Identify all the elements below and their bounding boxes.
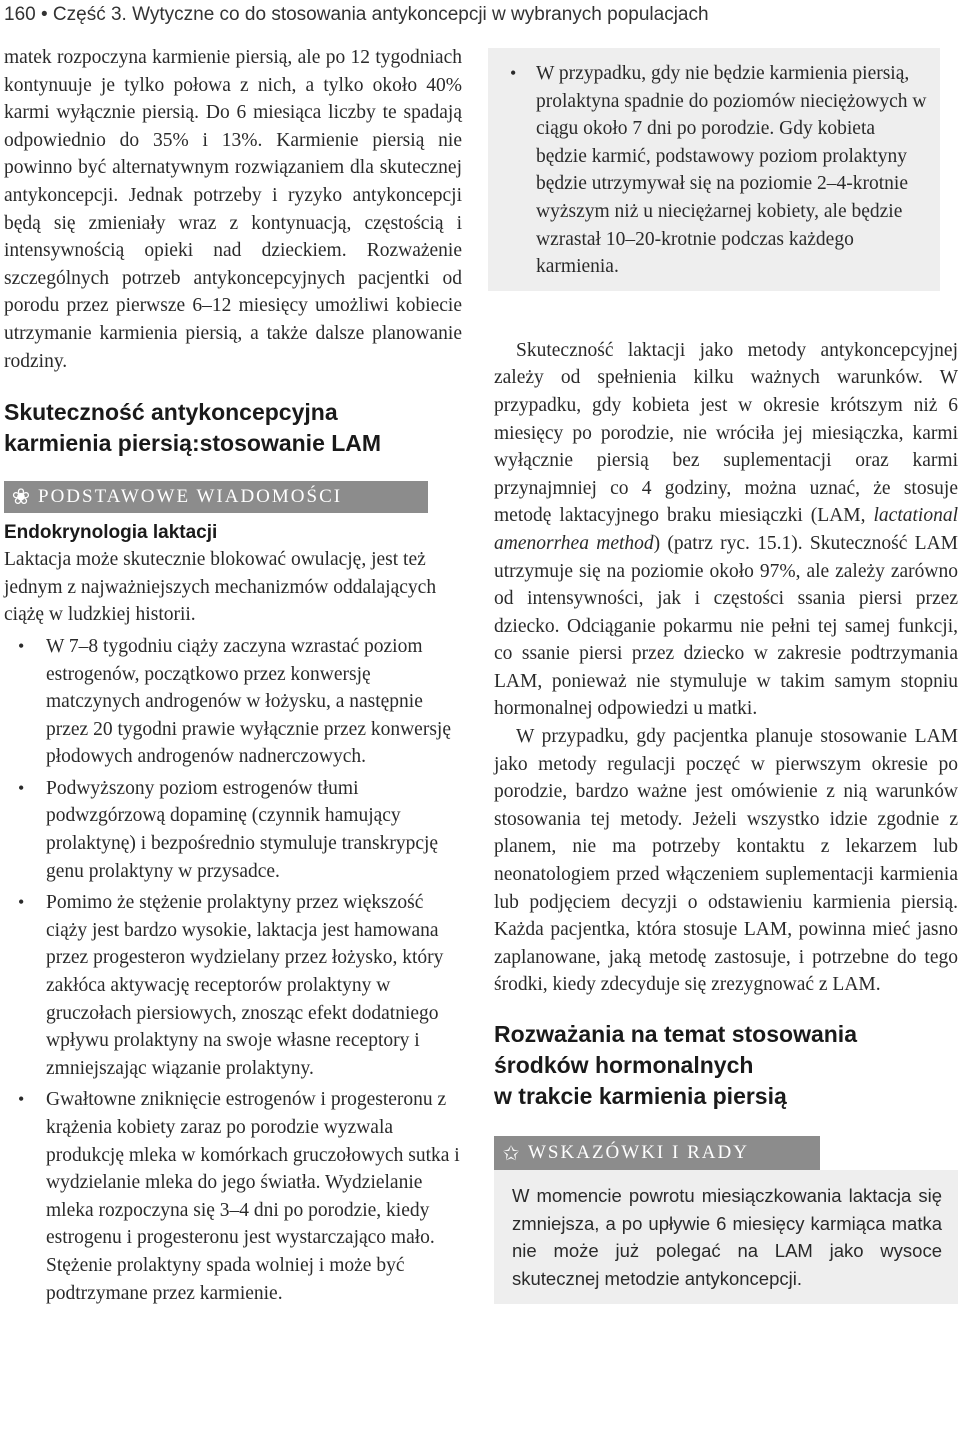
star-icon: ✩: [502, 1142, 520, 1165]
list-item-text: Podwyższony poziom estrogenów tłumi podwzgórzową dopaminę (czynnik hamujący prolaktynę) i bezpośrednio stymuluje transkrypcję genu prolaktyny w przysadce.: [46, 777, 439, 882]
paragraph-text: ) (patrz ryc. 15.1). Skuteczność LAM utrzymuje się na poziomie około 97%, ale zależy zarówno od intensywności, jak i częstości ssania piersi przez dziecko. Odciąganie pokarmu nie pełni tej samej funkcji, co ssanie piersi przez dziecko w zakresie podtrzymania LAM, ponieważ nie stymuluje w takim samym stopniu hormonalnej odpowiedzi u matki.: [494, 532, 958, 720]
list-item: [4, 775, 462, 885]
running-header: 160 • Część 3. Wytyczne co do stosowania antykoncepcji w wybranych populacjach: [4, 4, 709, 25]
tips-box-header: [494, 1136, 820, 1170]
tips-box-title: WSKAZÓWKI I RADY: [528, 1142, 749, 1163]
section-heading-line: w trakcie karmienia piersią: [494, 1083, 787, 1109]
list-item: [4, 1086, 462, 1307]
intro-paragraph: matek rozpoczyna karmienie piersią, ale po 12 tygodniach kontynuuje je tylko połowa z nich, a tylko około 40% karmi wyłącznie piersią. Do 6 miesiąca liczby te spadają odpowiednio do 35% i 13%. Karmienie piersią nie powinno być alternatywnym rozwiązaniem dla skutecznej antykoncepcji. Jednak potrzeby i ryzyko antykoncepcji będą się zmieniały wraz z kontynuacją, częstością i intensywnością opieki nad dzieckiem. Rozważenie szczególnych potrzeb antykoncepcyjnych pacjentki od porodu przez pierwsze 6–12 miesięcy umożliwi kobiecie utrzymanie karmienia piersią, a także dalsze planowanie rodziny.: [4, 47, 462, 372]
paragraph-text: Skuteczność laktacji jako metody antykoncepcyjnej zależy od spełnienia kilku ważnych warunków. W przypadku, gdy kobieta jest w okresie krótszym niż 6 miesięcy po porodzie, nie wróciła jej miesiączka, karmi wyłącznie piersią bez suplementacji oraz karmi przynajmniej co 4 godziny, można uznać, że stosuje metodę laktacyjnego braku miesiączki (LAM,: [494, 339, 958, 527]
section-heading-line: karmienia piersią:stosowanie LAM: [4, 430, 382, 457]
left-column: [4, 44, 462, 1311]
list-item-text: W przypadku, gdy nie będzie karmienia piersią, prolaktyna spadnie do poziomów nieciężowych w ciągu około 7 dni po porodzie. Gdy kobieta będzie karmić, podstawowy poziom prolaktyny będzie utrzymywał się na poziomie 2–4-krotnie wyższym niż u nieciężarnej kobiety, ale będzie wzrastał 10–20-krotnie podczas każdego karmienia.: [536, 63, 927, 278]
tips-box-text: W momencie powrotu miesiączkowania laktacja się zmniejsza, a po upływie 6 miesięcy karmiąca matka nie może już polegać na LAM jako wysoce skutecznej metodzie antykoncepcji.: [494, 1170, 958, 1304]
info-box-subheading: Endokrynologia laktacji: [4, 522, 218, 544]
list-item: [4, 633, 462, 771]
prolactin-shaded-box: [488, 48, 940, 291]
section-heading-line: środków hormonalnych: [494, 1052, 754, 1078]
list-item-text: Gwałtowne zniknięcie estrogenów i progesteronu z krążenia kobiety zaraz po porodzie wyzwala produkcję mleka w komórkach gruczołowych sutka i wydzielanie mleka do jego światła. Wydzielanie mleka rozpoczyna się 3–4 dni po porodzie, kiedy estrogenu i progesteronu jest wystarczająco mało. Stężenie prolaktyny spada wolniej i może być podtrzymane przez karmienie.: [46, 1089, 460, 1304]
right-column: [494, 48, 958, 1304]
info-box-header: [4, 481, 428, 513]
bullet-icon: •: [510, 63, 517, 83]
info-box-intro: Laktacja może skutecznie blokować owulację, jest też jednym z najważniejszych mechanizmów oddalających ciążę w ludzkiej historii.: [4, 549, 437, 626]
bullet-icon: •: [18, 635, 25, 656]
paragraph-lam-planning: W przypadku, gdy pacjentka planuje stosowanie LAM jako metody regulacji poczęć w pierwszym okresie po porodzie, bardzo ważne jest omówienie z nią warunków stosowania tej metody. Jeżeli wszystko idzie zgodnie z planem, nie ma potrzeby kontaktu z lekarzem lub neonatologiem przed włączeniem suplementacji karmienia lub podjęciem decyzji o odstawieniu karmienia piersią. Każda pacjentka, która stosuje LAM, powinna mieć jasno zaplanowane, jaką metodę zastosuje, i potrzebne do tego środki, kiedy zdecyduje się zrezygnować z LAM.: [494, 726, 958, 996]
shaded-bullets: [496, 60, 928, 281]
section-heading-line: Rozważania na temat stosowania: [494, 1021, 857, 1047]
italic-term: lactational amenorrhea method: [494, 505, 958, 554]
paragraph-lam-effectiveness: [494, 337, 958, 723]
bullet-icon: •: [18, 892, 25, 913]
flower-icon: ❀: [11, 484, 31, 510]
info-box-bullets: [4, 633, 462, 1307]
section-heading-hormonal: [494, 1019, 958, 1112]
list-item-text: Pomimo że stężenie prolaktyny przez większość ciąży jest bardzo wysokie, laktacja jest hamowana przez progesteron wydzielany przez łożysko, który zakłóca aktywację receptorów prolaktyny w gruczołach piersiowych, znosząc efekt dodatniego wpływu prolaktyny na swoje własne receptory i zmniejszając wiązanie prolaktyny.: [46, 892, 444, 1079]
list-item: [496, 60, 928, 281]
bullet-icon: •: [18, 777, 25, 798]
list-item: [4, 889, 462, 1082]
section-heading-line: Skuteczność antykoncepcyjna: [4, 399, 338, 426]
section-heading-lam: [4, 397, 462, 459]
bullet-icon: •: [18, 1089, 25, 1110]
list-item-text: W 7–8 tygodniu ciąży zaczyna wzrastać poziom estrogenów, początkowo przez konwersję matczynych androgenów w łożysku, a następnie przez 20 tygodni prawie wyłącznie przez konwersję płodowych androgenów nadnerczowych.: [46, 635, 451, 768]
info-box-title: PODSTAWOWE WIADOMOŚCI: [38, 486, 343, 508]
